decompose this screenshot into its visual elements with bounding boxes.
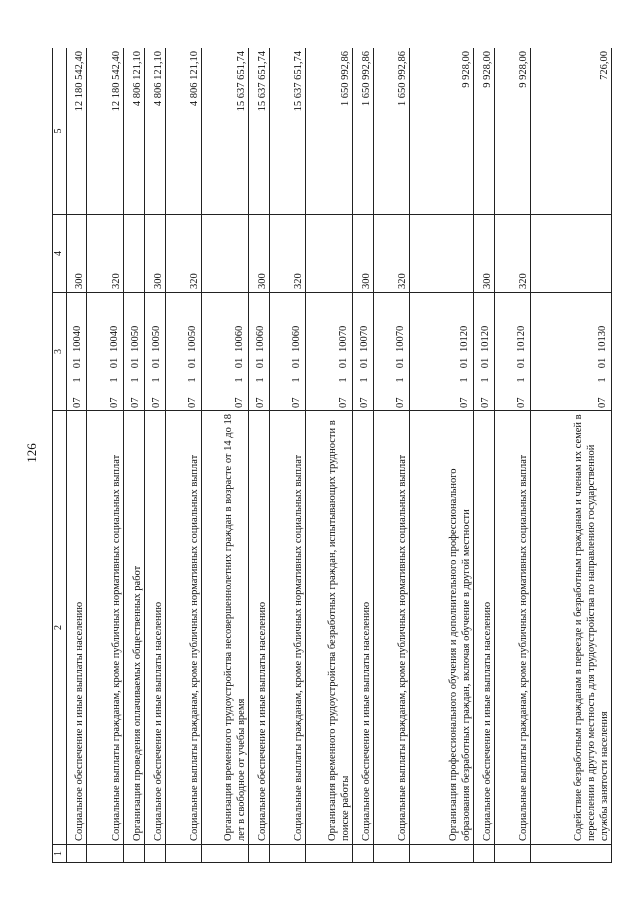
code-section: 07 xyxy=(72,397,84,408)
amount-cell: 9 928,00 xyxy=(410,48,474,215)
code-direction: 10120 xyxy=(458,325,470,352)
code-program: 1 xyxy=(150,377,162,383)
code-section: 07 xyxy=(233,397,245,408)
code-program: 1 xyxy=(291,377,303,383)
code-direction: 10050 xyxy=(186,325,198,352)
row-index-cell xyxy=(66,845,87,863)
table-row xyxy=(269,48,305,863)
budget-code-cell xyxy=(373,293,409,411)
row-index-cell xyxy=(87,845,123,863)
budget-code-cell xyxy=(165,293,201,411)
item-name: Организация временного трудоустройства несовершеннолетних граждан в возрасте от 14 до 18 лет в свободное от учебы время xyxy=(202,411,249,845)
rotated-table-viewport xyxy=(52,48,612,863)
code-program: 1 xyxy=(337,377,349,383)
item-name: Организация временного трудоустройства безработных граждан, испытывающих трудности в поиске работы xyxy=(306,411,353,845)
budget-code-cell xyxy=(248,293,269,411)
code-subprogram: 01 xyxy=(129,357,141,369)
row-index-cell xyxy=(306,845,353,863)
table-row xyxy=(373,48,409,863)
code-direction: 10060 xyxy=(291,325,303,352)
budget-table xyxy=(52,48,612,863)
code-direction: 10070 xyxy=(358,325,370,352)
budget-code-cell xyxy=(144,293,165,411)
code-subprogram: 01 xyxy=(358,357,370,369)
code-direction: 10060 xyxy=(233,325,245,352)
code-direction: 10120 xyxy=(479,325,491,352)
header-cell: 5 xyxy=(53,48,67,215)
budget-code-cell xyxy=(494,293,530,411)
table-row xyxy=(306,48,353,863)
code-subprogram: 01 xyxy=(596,357,608,369)
code-section: 07 xyxy=(186,397,198,408)
code-program: 1 xyxy=(254,377,266,383)
item-name: Организация проведения оплачиваемых общественных работ xyxy=(123,411,144,845)
rotated-table xyxy=(52,48,612,863)
code-subprogram: 01 xyxy=(186,357,198,369)
code-subprogram: 01 xyxy=(72,357,84,369)
item-name: Социальные выплаты гражданам, кроме публичных нормативных социальных выплат xyxy=(494,411,530,845)
row-index-cell xyxy=(165,845,201,863)
code-subprogram: 01 xyxy=(337,357,349,369)
budget-code-cell xyxy=(531,293,612,411)
table-row xyxy=(494,48,530,863)
code-subprogram: 01 xyxy=(254,357,266,369)
expense-type-code xyxy=(306,215,353,293)
row-index-cell xyxy=(269,845,305,863)
row-index-cell xyxy=(353,845,374,863)
amount-cell: 4 806 121,10 xyxy=(123,48,144,215)
expense-type-code: 300 xyxy=(474,215,495,293)
row-index-cell xyxy=(202,845,249,863)
row-index-cell xyxy=(410,845,474,863)
table-row xyxy=(123,48,144,863)
amount-cell: 4 806 121,10 xyxy=(144,48,165,215)
expense-type-code xyxy=(531,215,612,293)
code-section: 07 xyxy=(291,397,303,408)
code-section: 07 xyxy=(596,397,608,408)
code-direction: 10070 xyxy=(395,325,407,352)
item-name: Социальные выплаты гражданам, кроме публичных нормативных социальных выплат xyxy=(87,411,123,845)
code-subprogram: 01 xyxy=(233,357,245,369)
expense-type-code: 320 xyxy=(373,215,409,293)
code-direction: 10040 xyxy=(72,325,84,352)
row-index-cell xyxy=(248,845,269,863)
amount-cell: 726,00 xyxy=(531,48,612,215)
expense-type-code xyxy=(123,215,144,293)
code-program: 1 xyxy=(72,377,84,383)
code-section: 07 xyxy=(479,397,491,408)
header-cell: 2 xyxy=(53,411,67,845)
table-row xyxy=(66,48,87,863)
row-index-cell xyxy=(474,845,495,863)
code-program: 1 xyxy=(458,377,470,383)
table-row xyxy=(353,48,374,863)
amount-cell: 12 180 542,40 xyxy=(87,48,123,215)
code-subprogram: 01 xyxy=(395,357,407,369)
code-section: 07 xyxy=(150,397,162,408)
expense-type-code: 300 xyxy=(144,215,165,293)
budget-code-cell xyxy=(410,293,474,411)
expense-type-code xyxy=(202,215,249,293)
expense-type-code: 320 xyxy=(87,215,123,293)
table-row xyxy=(248,48,269,863)
budget-code-cell xyxy=(353,293,374,411)
amount-cell: 15 637 651,74 xyxy=(269,48,305,215)
code-direction: 10120 xyxy=(516,325,528,352)
row-index-cell xyxy=(531,845,612,863)
table-row xyxy=(474,48,495,863)
expense-type-code: 300 xyxy=(248,215,269,293)
expense-type-code xyxy=(410,215,474,293)
code-subprogram: 01 xyxy=(291,357,303,369)
budget-code-cell xyxy=(474,293,495,411)
expense-type-code: 320 xyxy=(165,215,201,293)
code-subprogram: 01 xyxy=(479,357,491,369)
code-section: 07 xyxy=(516,397,528,408)
code-section: 07 xyxy=(458,397,470,408)
header-cell: 3 xyxy=(53,293,67,411)
amount-cell: 15 637 651,74 xyxy=(248,48,269,215)
item-name: Социальные выплаты гражданам, кроме публичных нормативных социальных выплат xyxy=(373,411,409,845)
budget-code-cell xyxy=(269,293,305,411)
budget-code-cell xyxy=(306,293,353,411)
expense-type-code: 300 xyxy=(353,215,374,293)
code-program: 1 xyxy=(516,377,528,383)
row-index-cell xyxy=(494,845,530,863)
code-program: 1 xyxy=(186,377,198,383)
code-program: 1 xyxy=(108,377,120,383)
code-program: 1 xyxy=(596,377,608,383)
item-name: Социальные выплаты гражданам, кроме публичных нормативных социальных выплат xyxy=(269,411,305,845)
code-section: 07 xyxy=(129,397,141,408)
table-row xyxy=(165,48,201,863)
code-program: 1 xyxy=(129,377,141,383)
code-direction: 10130 xyxy=(596,325,608,352)
code-program: 1 xyxy=(358,377,370,383)
expense-type-code: 300 xyxy=(66,215,87,293)
amount-cell: 9 928,00 xyxy=(494,48,530,215)
amount-cell: 1 650 992,86 xyxy=(306,48,353,215)
code-direction: 10060 xyxy=(254,325,266,352)
table-row xyxy=(410,48,474,863)
row-index-cell xyxy=(373,845,409,863)
code-section: 07 xyxy=(358,397,370,408)
code-program: 1 xyxy=(479,377,491,383)
budget-code-cell xyxy=(202,293,249,411)
code-subprogram: 01 xyxy=(516,357,528,369)
code-section: 07 xyxy=(108,397,120,408)
table-body xyxy=(66,48,612,863)
code-subprogram: 01 xyxy=(150,357,162,369)
page-number: 126 xyxy=(24,443,39,463)
table-row xyxy=(202,48,249,863)
code-program: 1 xyxy=(395,377,407,383)
item-name: Социальное обеспечение и иные выплаты населению xyxy=(66,411,87,845)
budget-code-cell xyxy=(87,293,123,411)
amount-cell: 12 180 542,40 xyxy=(66,48,87,215)
item-name: Социальное обеспечение и иные выплаты населению xyxy=(248,411,269,845)
code-subprogram: 01 xyxy=(108,357,120,369)
item-name: Организация профессионального обучения и дополнительного профессионального образования безработных граждан, включая обучение в другой местности xyxy=(410,411,474,845)
code-subprogram: 01 xyxy=(458,357,470,369)
amount-cell: 1 650 992,86 xyxy=(353,48,374,215)
amount-cell: 4 806 121,10 xyxy=(165,48,201,215)
row-index-cell xyxy=(123,845,144,863)
item-name: Социальное обеспечение и иные выплаты населению xyxy=(353,411,374,845)
code-direction: 10040 xyxy=(108,325,120,352)
amount-cell: 1 650 992,86 xyxy=(373,48,409,215)
table-row xyxy=(531,48,612,863)
item-name: Социальное обеспечение и иные выплаты населению xyxy=(144,411,165,845)
code-direction: 10050 xyxy=(150,325,162,352)
header-cell: 1 xyxy=(53,845,67,863)
item-name: Социальные выплаты гражданам, кроме публичных нормативных социальных выплат xyxy=(165,411,201,845)
amount-cell: 15 637 651,74 xyxy=(202,48,249,215)
code-section: 07 xyxy=(254,397,266,408)
code-program: 1 xyxy=(233,377,245,383)
amount-cell: 9 928,00 xyxy=(474,48,495,215)
table-row xyxy=(144,48,165,863)
expense-type-code: 320 xyxy=(269,215,305,293)
code-section: 07 xyxy=(395,397,407,408)
expense-type-code: 320 xyxy=(494,215,530,293)
table-row xyxy=(87,48,123,863)
header-cell: 4 xyxy=(53,215,67,293)
header-row xyxy=(53,48,67,863)
budget-code-cell xyxy=(123,293,144,411)
item-name: Содействие безработным гражданам в переезде и безработным гражданам и членам их семей в переселении в другую местность для трудоустройства по направлению государственной службы занятости населения xyxy=(531,411,612,845)
item-name: Социальное обеспечение и иные выплаты населению xyxy=(474,411,495,845)
budget-code-cell xyxy=(66,293,87,411)
code-direction: 10050 xyxy=(129,325,141,352)
code-direction: 10070 xyxy=(337,325,349,352)
row-index-cell xyxy=(144,845,165,863)
code-section: 07 xyxy=(337,397,349,408)
